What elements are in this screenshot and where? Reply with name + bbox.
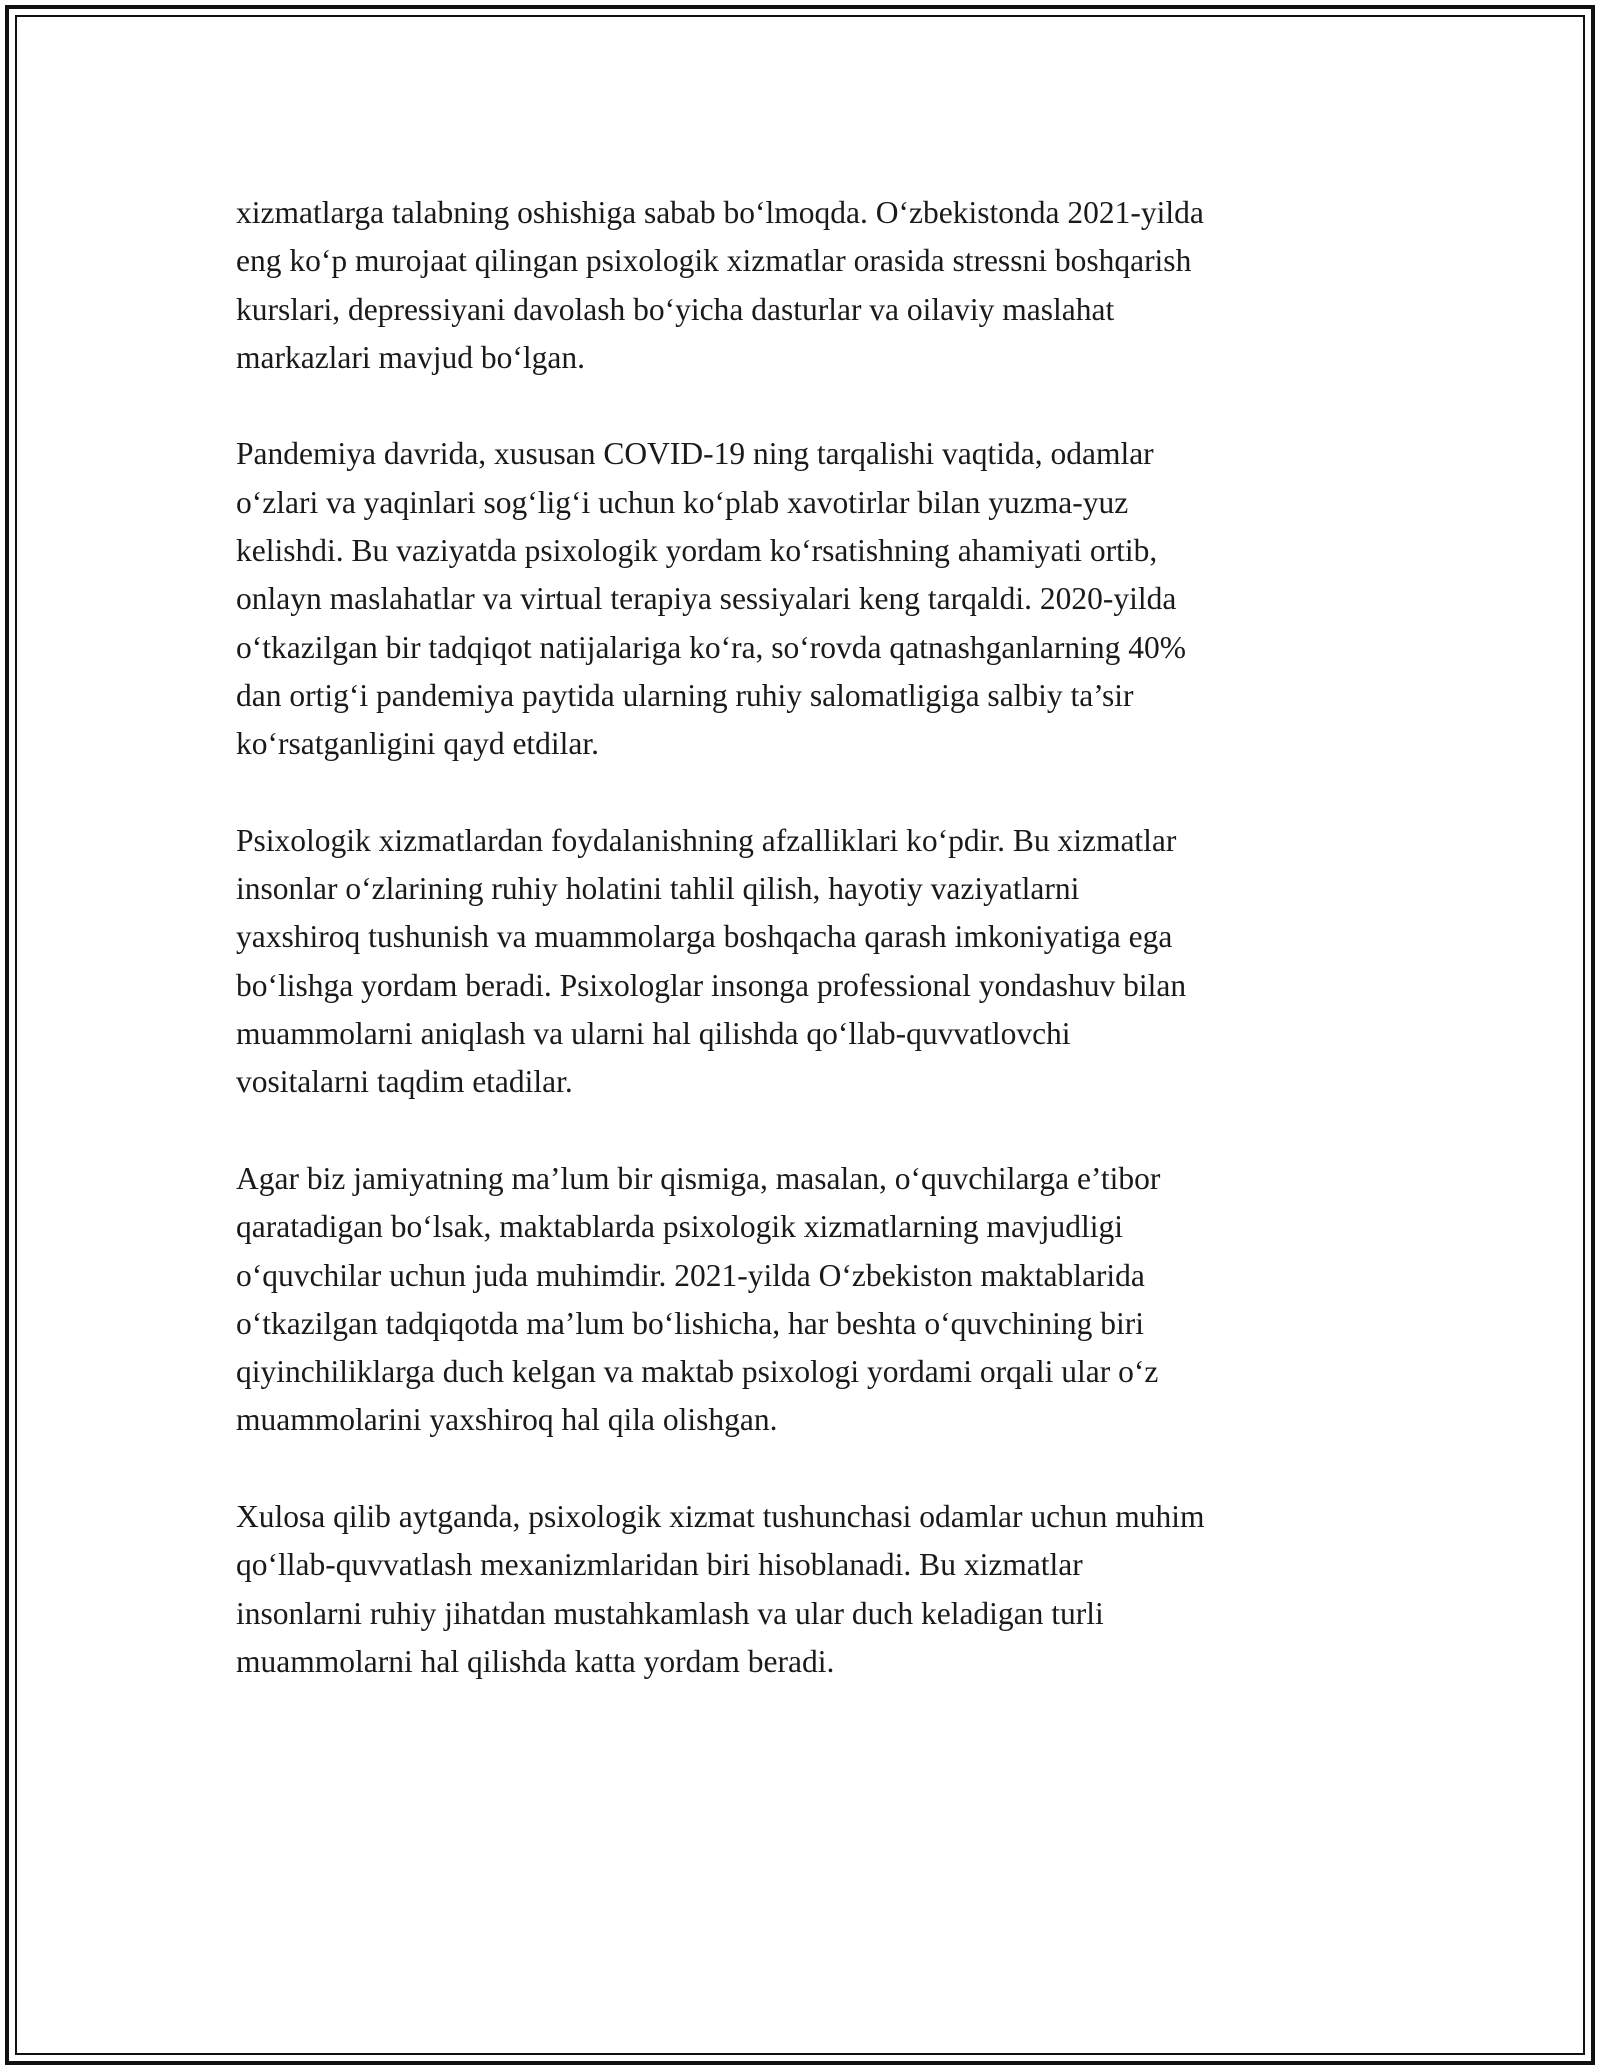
paragraph-5 (236, 1493, 1382, 1686)
text-line: markazlari mavjud bo‘lgan. (236, 339, 585, 375)
document-body (236, 189, 1382, 1735)
text-line: o‘quvchilar uchun juda muhimdir. 2021-yilda O‘zbekiston maktablarida (236, 1257, 1145, 1293)
text-line: Agar biz jamiyatning ma’lum bir qismiga, masalan, o‘quvchilarga e’tibor (236, 1160, 1161, 1196)
text-line: insonlar o‘zlarining ruhiy holatini tahlil qilish, hayotiy vaziyatlarni (236, 871, 1080, 907)
text-line: o‘tkazilgan tadqiqotda ma’lum bo‘lishicha, har beshta o‘quvchining biri (236, 1305, 1145, 1341)
paragraph-2 (236, 430, 1382, 768)
text-line: ko‘rsatganligini qayd etdilar. (236, 726, 600, 762)
text-line: vositalarni taqdim etadilar. (236, 1064, 573, 1100)
paragraph-4 (236, 1155, 1382, 1445)
text-line: qaratadigan bo‘lsak, maktablarda psixologik xizmatlarning mavjudligi (236, 1209, 1124, 1245)
text-line: onlayn maslahatlar va virtual terapiya sessiyalari keng tarqaldi. 2020-yilda (236, 581, 1177, 617)
text-line: Pandemiya davrida, xususan COVID-19 ning tarqalishi vaqtida, odamlar (236, 436, 1154, 472)
text-line: Xulosa qilib aytganda, psixologik xizmat tushunchasi odamlar uchun muhim (236, 1499, 1205, 1535)
text-line: qiyinchiliklarga duch kelgan va maktab psixologi yordami orqali ular o‘z (236, 1354, 1159, 1390)
text-line: qo‘llab-quvvatlash mexanizmlaridan biri hisoblanadi. Bu xizmatlar (236, 1547, 1083, 1583)
paragraph-3 (236, 817, 1382, 1107)
text-line: muammolarni aniqlash va ularni hal qilishda qo‘llab-quvvatlovchi (236, 1016, 1071, 1052)
text-line: muammolarini yaxshiroq hal qila olishgan. (236, 1402, 778, 1438)
paragraph-1 (236, 189, 1382, 382)
text-line: yaxshiroq tushunish va muammolarga boshqacha qarash imkoniyatiga ega (236, 919, 1173, 955)
text-line: bo‘lishga yordam beradi. Psixologlar insonga professional yondashuv bilan (236, 967, 1187, 1003)
text-line: kurslari, depressiyani davolash bo‘yicha dasturlar va oilaviy maslahat (236, 291, 1115, 327)
text-line: eng ko‘p murojaat qilingan psixologik xizmatlar orasida stressni boshqarish (236, 243, 1192, 279)
text-line: xizmatlarga talabning oshishiga sabab bo‘lmoqda. O‘zbekistonda 2021-yilda (236, 195, 1204, 230)
text-line: kelishdi. Bu vaziyatda psixologik yordam ko‘rsatishning ahamiyati ortib, (236, 533, 1158, 569)
text-line: muammolarni hal qilishda katta yordam beradi. (236, 1643, 835, 1679)
text-line: o‘tkazilgan bir tadqiqot natijalariga ko‘ra, so‘rovda qatnashganlarning 40% (236, 629, 1186, 665)
text-line: Psixologik xizmatlardan foydalanishning afzalliklari ko‘pdir. Bu xizmatlar (236, 822, 1177, 858)
text-line: dan ortig‘i pandemiya paytida ularning ruhiy salomatligiga salbiy ta’sir (236, 677, 1134, 713)
text-line: o‘zlari va yaqinlari sog‘lig‘i uchun ko‘plab xavotirlar bilan yuzma-yuz (236, 484, 1129, 520)
text-line: insonlarni ruhiy jihatdan mustahkamlash va ular duch keladigan turli (236, 1595, 1104, 1631)
